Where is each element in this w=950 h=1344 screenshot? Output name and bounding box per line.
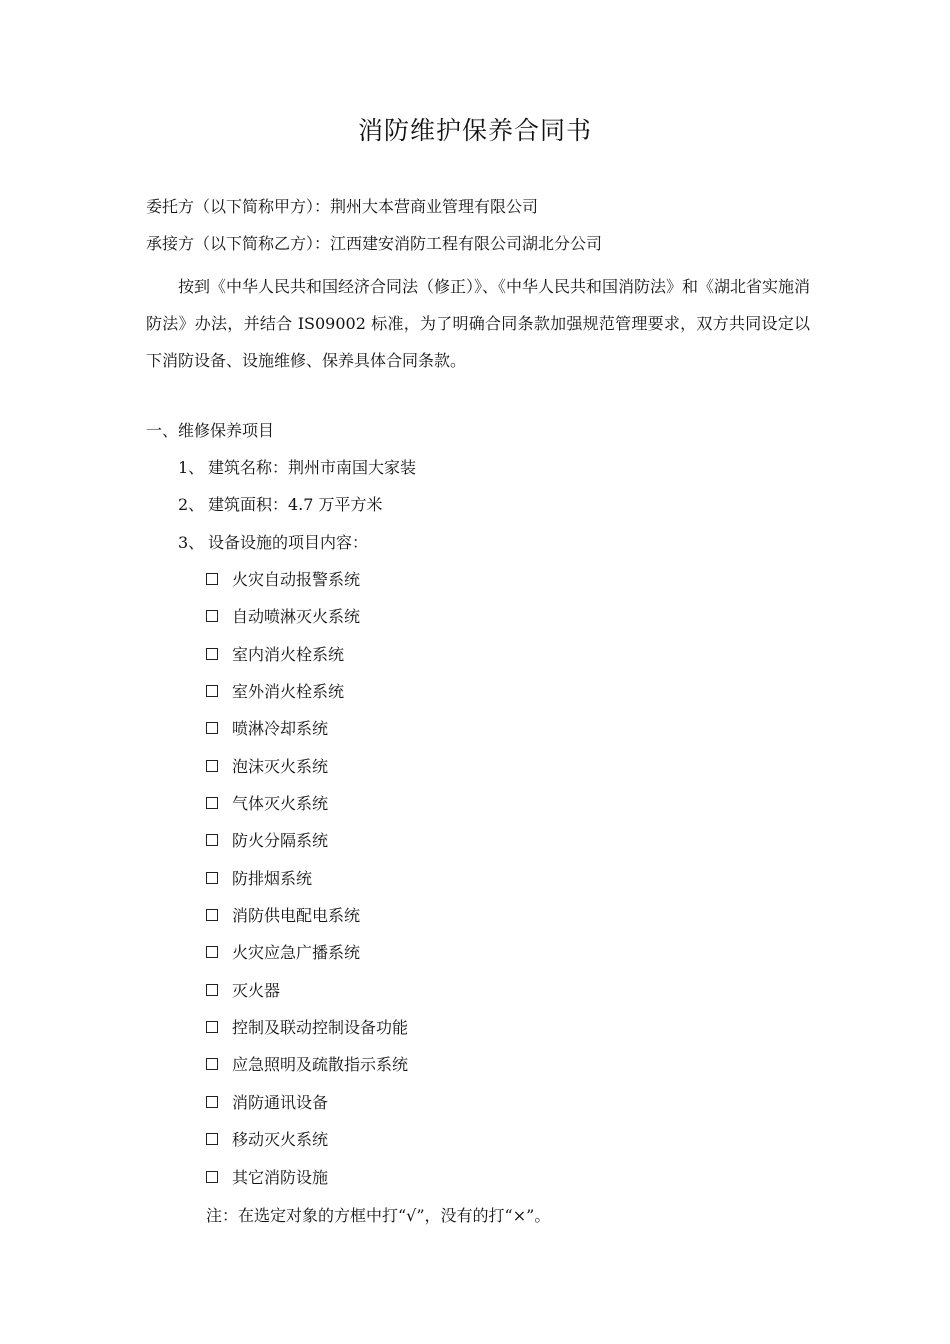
checklist-label: 移动灭火系统 bbox=[232, 1130, 329, 1150]
checklist-label: 防火分隔系统 bbox=[232, 831, 329, 851]
checklist-item bbox=[206, 1092, 408, 1129]
checklist-item bbox=[206, 1054, 408, 1091]
checklist-item bbox=[206, 756, 408, 793]
item-text: 设备设施的项目内容： bbox=[208, 533, 369, 552]
checklist-item bbox=[206, 644, 408, 681]
checkbox-icon[interactable] bbox=[206, 610, 218, 622]
checkbox-icon[interactable] bbox=[206, 685, 218, 697]
checklist-label: 室内消火栓系统 bbox=[232, 644, 345, 664]
list-item bbox=[178, 532, 368, 554]
checkbox-icon[interactable] bbox=[206, 648, 218, 660]
checklist-item bbox=[206, 1017, 408, 1054]
checklist-item bbox=[206, 905, 408, 942]
section-heading: 一、维修保养项目 bbox=[146, 421, 275, 440]
checkbox-icon[interactable] bbox=[206, 797, 218, 809]
item-number: 3、 bbox=[178, 533, 205, 552]
checklist-item bbox=[206, 1129, 408, 1166]
checklist-label: 火灾自动报警系统 bbox=[232, 570, 361, 589]
checklist-label: 灭火器 bbox=[232, 980, 281, 1000]
checkbox-icon[interactable] bbox=[206, 573, 218, 585]
checklist-label: 喷淋冷却系统 bbox=[232, 719, 329, 739]
checkbox-icon[interactable] bbox=[206, 760, 218, 772]
party-b-line: 承接方（以下简称乙方）：江西建安消防工程有限公司湖北分公司 bbox=[146, 234, 603, 253]
checklist-item bbox=[206, 718, 408, 755]
checklist-label: 消防供电配电系统 bbox=[232, 906, 361, 926]
list-item bbox=[178, 494, 383, 516]
checkbox-icon[interactable] bbox=[206, 1021, 218, 1033]
page-title: 消防维护保养合同书 bbox=[357, 116, 592, 145]
checklist-label: 泡沫灭火系统 bbox=[232, 756, 329, 776]
checklist-note: 注：在选定对象的方框中打“√”，没有的打“×”。 bbox=[206, 1206, 551, 1225]
checklist-label: 其它消防设施 bbox=[232, 1167, 329, 1187]
checklist-label: 火灾应急广播系统 bbox=[232, 943, 361, 963]
intro-paragraph: 按到《中华人民共和国经济合同法（修正）》、《中华人民共和国消防法》和《湖北省实施消防法》办法，并结合 IS09002 标准，为了明确合同条款加强规范管理要求，双方共同设定以下消防设备、设施维修、保养具体合同条款。 bbox=[146, 277, 811, 370]
item-number: 1、 bbox=[178, 458, 205, 477]
checklist-item bbox=[206, 942, 408, 979]
checklist-item bbox=[206, 681, 408, 718]
checklist-label: 消防通讯设备 bbox=[232, 1092, 329, 1112]
checkbox-icon[interactable] bbox=[206, 1133, 218, 1145]
checkbox-icon[interactable] bbox=[206, 722, 218, 734]
checklist-item bbox=[206, 868, 408, 905]
item-text: 建筑名称：荆州市南国大家装 bbox=[208, 458, 417, 477]
checkbox-icon[interactable] bbox=[206, 1058, 218, 1070]
item-number: 2、 bbox=[178, 495, 205, 514]
checklist-item bbox=[206, 606, 408, 643]
checkbox-icon[interactable] bbox=[206, 946, 218, 958]
party-a-line: 委托方（以下简称甲方）：荆州大本营商业管理有限公司 bbox=[146, 197, 539, 216]
checklist-item bbox=[206, 980, 408, 1017]
checkbox-icon[interactable] bbox=[206, 1096, 218, 1108]
checklist-label: 室外消火栓系统 bbox=[232, 682, 345, 702]
checkbox-icon[interactable] bbox=[206, 909, 218, 921]
checklist-item bbox=[206, 793, 408, 830]
checklist-label: 控制及联动控制设备功能 bbox=[232, 1018, 409, 1038]
checklist-item bbox=[206, 1167, 408, 1204]
checklist-label: 气体灭火系统 bbox=[232, 794, 329, 814]
checklist-label: 自动喷淋灭火系统 bbox=[232, 607, 361, 627]
checkbox-icon[interactable] bbox=[206, 872, 218, 884]
item-text: 建筑面积：4.7 万平方米 bbox=[208, 495, 383, 514]
checkbox-icon[interactable] bbox=[206, 984, 218, 996]
checklist-item bbox=[206, 830, 408, 867]
checkbox-icon[interactable] bbox=[206, 1171, 218, 1183]
checklist-label: 应急照明及疏散指示系统 bbox=[232, 1055, 409, 1075]
checkbox-icon[interactable] bbox=[206, 834, 218, 846]
checklist-item bbox=[206, 569, 408, 606]
facility-checklist bbox=[206, 569, 408, 1204]
list-item bbox=[178, 457, 416, 479]
checklist-label: 防排烟系统 bbox=[232, 868, 313, 888]
